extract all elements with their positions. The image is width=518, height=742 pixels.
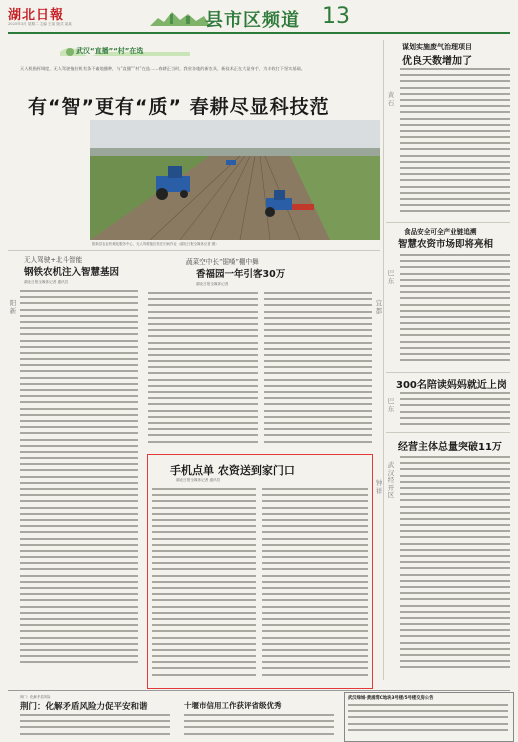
story-subtitle-machinery: 无人驾驶+北斗智能 [24, 256, 83, 264]
story-byline-vegetables: 湖北日报全媒体记者 [196, 282, 229, 286]
rule-bottom [8, 690, 510, 691]
story-tag-wuhan: 武汉经开区 [387, 461, 395, 499]
story-title-business: 经营主体总量突破11万 [398, 442, 502, 453]
story-tag-badong-1: 巴东 [387, 269, 395, 285]
bottom-title-3: 武汉绿城·黄浦湾C地块3号楼/5号楼交房公告 [348, 696, 434, 701]
masthead-date: 2025年3月 星期二 主编 王某 版式 某某 [8, 22, 72, 26]
story-body-machinery [20, 290, 138, 676]
page-number: 13 [322, 4, 350, 29]
bottom-body-1 [20, 714, 170, 740]
story-body-vegetables-a [148, 292, 258, 450]
banner-label: 武汉“直播”“村”在选 [76, 47, 144, 55]
masthead [0, 0, 518, 34]
lead-intro: 天人机指挥调度，无人驾驶拖拉机有条不紊地播种，与“直播”“村”在选……春耕正当时，我省各地的新农具、新技术正在大显身手，为丰收打下坚实基础。 [20, 66, 305, 71]
photo-caption: 阳新县农业机械化服务中心，无人驾驶拖拉机在田间作业（湖北日报全媒体记者 摄） [92, 242, 219, 246]
story-subtitle-vegetables: 蔬菜空中长“锯嗓”棚中舞 [186, 258, 259, 266]
rule-mid [8, 250, 380, 251]
story-tag-badong-2: 巴东 [387, 397, 395, 413]
story-body-phone-a [152, 488, 256, 684]
story-tag-zhongxiang: 钟祥 [375, 479, 383, 495]
story-title-farm-2: 智慧农资市场即将亮相 [398, 239, 494, 250]
section-title: 县市区频道 [205, 10, 300, 31]
story-body-vegetables-b [264, 292, 372, 450]
story-title-farm-1: 食品安全可全产业链追溯 [404, 228, 477, 236]
lead-headline: 有“智”更有“质” 春耕尽显科技范 [28, 96, 330, 118]
story-title-wastegas-2: 优良天数增加了 [402, 56, 472, 67]
city-skyline-icon [150, 8, 210, 28]
masthead-rule [8, 32, 510, 34]
tractor-far-icon [226, 160, 236, 165]
story-byline-machinery: 湖北日报全媒体记者 通讯员 [24, 280, 69, 284]
bottom-kicker-1: 荆门：化解矛盾风险 [20, 695, 51, 699]
bottom-body-3 [348, 704, 508, 738]
story-body-business [400, 456, 510, 678]
rule-right-2 [386, 372, 510, 373]
story-body-wastegas [400, 68, 510, 220]
story-body-farm [400, 254, 510, 370]
story-body-phone-b [262, 488, 368, 684]
newspaper-logo: 湖北日報 [8, 8, 65, 23]
story-title-vegetables: 香福园一年引客30万 [196, 269, 286, 280]
story-title-machinery: 钢铁农机注入智慧基因 [24, 267, 120, 278]
bottom-body-2 [184, 714, 334, 740]
story-tag-yidu: 宜都 [375, 299, 383, 315]
story-tag-huangshi: 黄石 [387, 91, 395, 107]
lead-photo [90, 120, 380, 240]
story-byline-phone: 湖北日报全媒体记者 通讯员 [176, 478, 221, 482]
rule-right-3 [386, 432, 510, 433]
story-title-phone: 手机点单 农资送到家门口 [170, 464, 295, 477]
story-title-loans: 300名陪读妈妈就近上岗 [396, 380, 507, 391]
story-title-wastegas-1: 谋划实施废气治理项目 [402, 43, 472, 51]
bottom-title-2: 十堰市信用工作获评省级优秀 [184, 701, 282, 710]
bottom-title-1: 荆门：化解矛盾风险力促平安和谐 [20, 702, 148, 712]
story-body-loans [400, 392, 510, 428]
story-tag-yangxin: 阳新 [9, 299, 17, 315]
column-divider-right [383, 40, 384, 680]
rule-right-1 [386, 222, 510, 223]
